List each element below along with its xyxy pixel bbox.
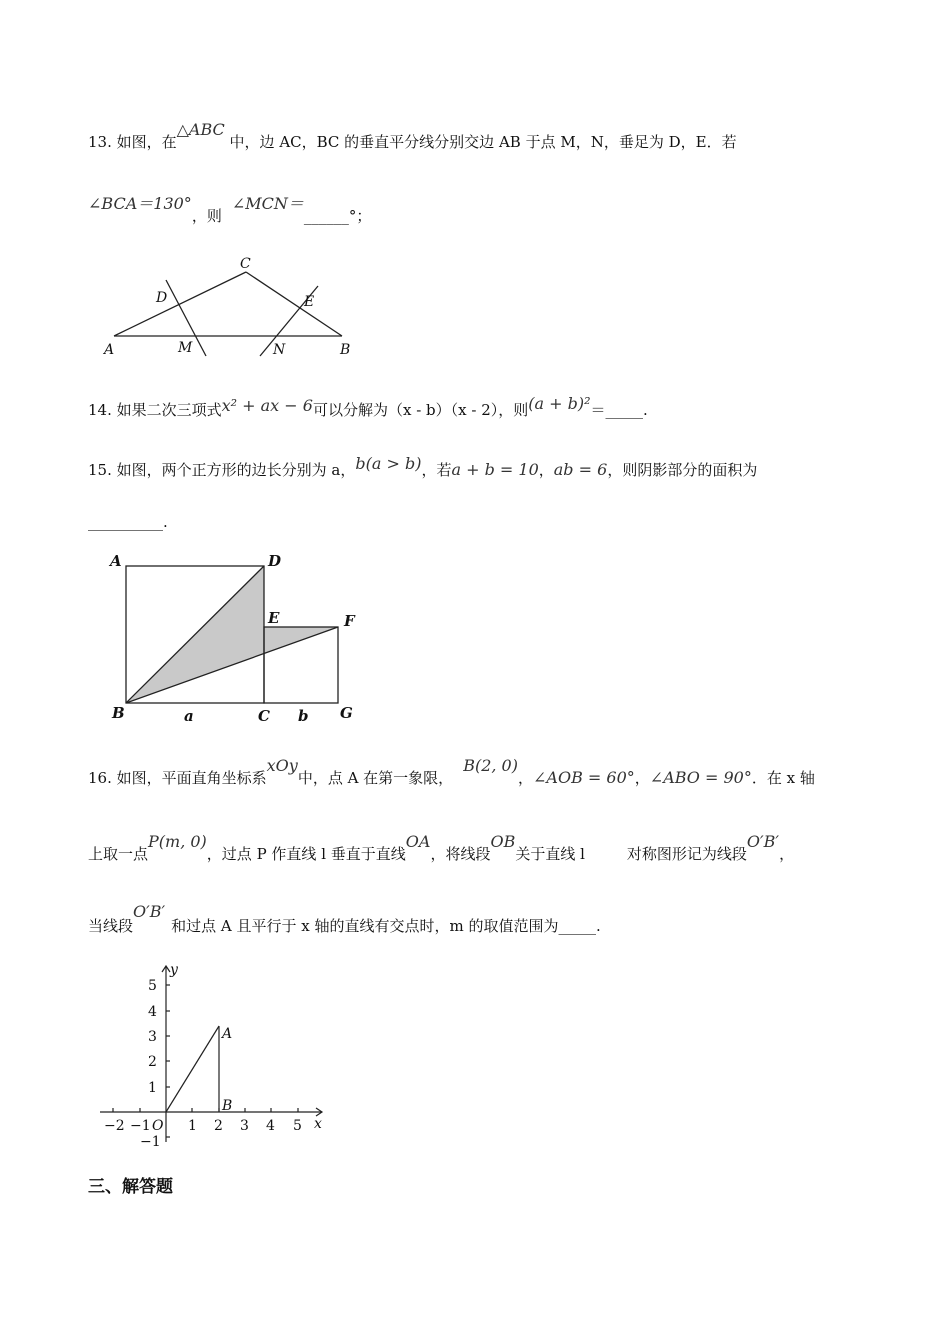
- label-m: M: [178, 340, 193, 356]
- q16-line2-mid2: ，将线段: [430, 845, 491, 863]
- q13-mid: ，则: [191, 207, 222, 225]
- q13-post: 中，边 AC，BC 的垂直平分线分别交边 AB 于点 M，N，垂足为 D，E．若: [224, 133, 737, 151]
- q16-sys: xOy: [266, 756, 298, 775]
- label-g: G: [340, 704, 353, 722]
- y-tick-3: 3: [148, 1029, 157, 1045]
- q16-line1: [88, 756, 815, 788]
- q16-line2-mid: ，过点 P 作直线 l 垂直于直线: [206, 845, 406, 863]
- q16-pt-p: P(m, 0): [148, 832, 207, 851]
- q16-pre: 16. 如图，平面直角坐标系: [88, 769, 267, 787]
- y-tick-5: 5: [148, 978, 157, 994]
- q15-mid2: ，: [538, 461, 554, 479]
- q16-sep: ，: [517, 769, 533, 787]
- q16-line2-mid4: 对称图形记为线段: [626, 845, 747, 863]
- q15-blank: __________.: [88, 513, 168, 531]
- q16-end1: ．在 x 轴: [751, 769, 815, 787]
- q16-line2: [88, 832, 795, 864]
- q14-expr: (a + b)²: [528, 394, 591, 413]
- label-e: E: [268, 609, 280, 627]
- q14-end: ＝_____.: [590, 401, 648, 419]
- q16-ang2: ∠ABO = 90°: [649, 768, 752, 787]
- label-b: B: [112, 704, 125, 722]
- label-b: B: [340, 342, 351, 358]
- q16-pt-b: B(2, 0): [463, 756, 518, 775]
- q16-sep2: ，: [634, 769, 650, 787]
- q16-mid1: 中，点 A 在第一象限，: [297, 769, 454, 787]
- q15-end: ，则阴影部分的面积为: [607, 461, 758, 479]
- q13-figure: [100, 250, 360, 360]
- q13-pre: 13. 如图，在: [88, 133, 177, 151]
- q13-line2: [88, 194, 372, 226]
- q13-end: °；: [348, 207, 372, 225]
- q15-line1: [88, 454, 758, 480]
- y-tick-2: 2: [148, 1054, 157, 1070]
- q15-cond3: ab = 6: [553, 460, 608, 479]
- label-a: A: [110, 552, 122, 570]
- q16-line2-pre: 上取一点: [88, 845, 149, 863]
- x-tick-neg2: −2: [104, 1118, 125, 1134]
- q15-pre: 15. 如图，两个正方形的边长分别为 a，: [88, 461, 356, 479]
- origin-label: O: [152, 1118, 164, 1134]
- q16-line2-mid3: 关于直线 l: [515, 845, 585, 863]
- q15-line2: [88, 512, 168, 532]
- label-d: D: [268, 552, 282, 570]
- point-b-label: B: [222, 1098, 233, 1114]
- x-tick-neg1: −1: [130, 1118, 151, 1134]
- q14-mid: 可以分解为（x - b）（x - 2），则: [312, 401, 529, 419]
- label-c: C: [240, 256, 251, 272]
- x-tick-5: 5: [293, 1118, 302, 1134]
- label-c: C: [258, 707, 270, 725]
- y-tick-1: 1: [148, 1080, 157, 1096]
- x-tick-4: 4: [266, 1118, 275, 1134]
- label-a: A: [104, 342, 115, 358]
- q16-ob2: O′B′: [746, 832, 780, 851]
- x-tick-1: 1: [188, 1118, 197, 1134]
- label-d: D: [156, 290, 168, 306]
- q16-ob3: O′B′: [133, 902, 166, 921]
- q16-oa: OA: [405, 832, 431, 851]
- y-tick-4: 4: [148, 1004, 157, 1020]
- shaded-region: [126, 566, 338, 703]
- label-side-b: b: [298, 707, 309, 725]
- q16-line3-end: 和过点 A 且平行于 x 轴的直线有交点时，m 的取值范围为_____.: [171, 917, 601, 935]
- q13-triangle: △ABC: [176, 120, 225, 139]
- q16-ob: OB: [490, 832, 516, 851]
- label-f: F: [344, 612, 355, 630]
- q16-line3-pre: 当线段: [88, 917, 134, 935]
- segment-ac: [114, 272, 246, 336]
- q14-line: [88, 394, 648, 420]
- q16-line2-end: ，: [779, 845, 795, 863]
- x-tick-3: 3: [240, 1118, 249, 1134]
- label-e: E: [304, 294, 315, 310]
- q13-condition: ∠BCA＝130°: [88, 194, 192, 213]
- q14-poly: x² + ax − 6: [221, 396, 313, 415]
- q15-cond1: b(a > b): [355, 454, 422, 473]
- q15-mid1: ，若: [421, 461, 452, 479]
- segment-cb: [246, 272, 342, 336]
- q16-ang1: ∠AOB = 60°: [532, 768, 635, 787]
- q16-line3: [88, 902, 601, 936]
- x-axis-label: x: [314, 1116, 322, 1132]
- x-tick-2: 2: [214, 1118, 223, 1134]
- section-heading: 三、解答题: [88, 1177, 173, 1197]
- y-axis-label: y: [170, 962, 178, 978]
- q13-ask: ∠MCN＝: [231, 194, 304, 213]
- q13-line1: [88, 120, 737, 152]
- q16-figure: [96, 960, 336, 1150]
- q15-figure: [100, 548, 370, 728]
- q14-pre: 14. 如果二次三项式: [88, 401, 222, 419]
- y-tick-neg1: −1: [140, 1134, 161, 1150]
- point-a-label: A: [222, 1026, 233, 1042]
- label-n: N: [273, 342, 286, 358]
- q15-cond2: a + b = 10: [451, 460, 539, 479]
- segment-oa: [166, 1026, 219, 1112]
- label-side-a: a: [184, 707, 194, 725]
- q13-blank: ______: [303, 207, 349, 225]
- y-tick-marks: [166, 985, 170, 1137]
